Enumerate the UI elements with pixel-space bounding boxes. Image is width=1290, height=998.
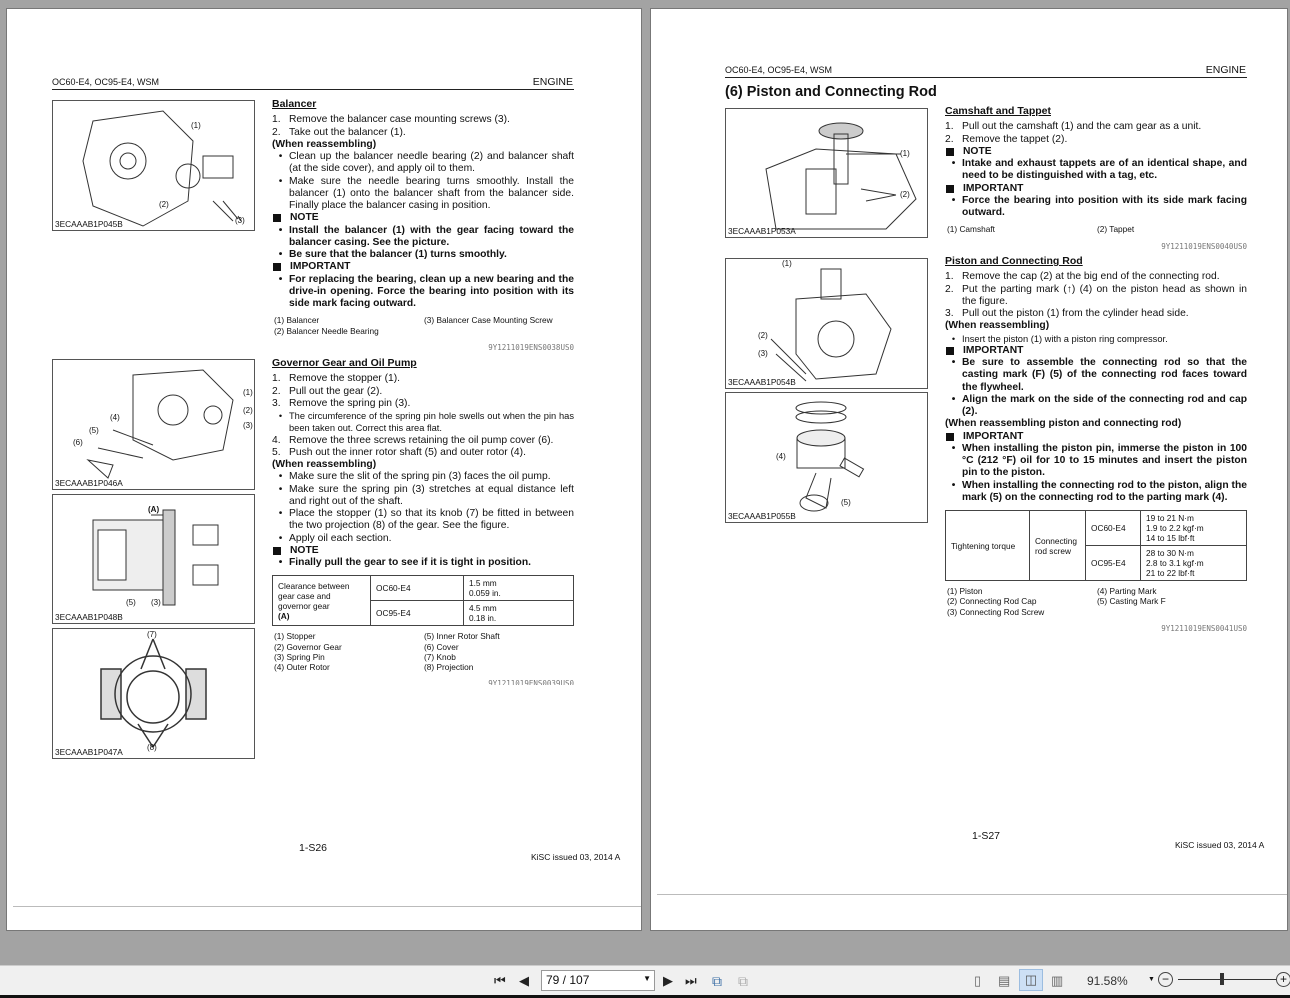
text: Align the mark on the side of the connecting rod and cap (2).	[962, 393, 1247, 417]
text: The circumference of the spring pin hole swells out when the pin has been taken out. Correct this area flat.	[289, 411, 574, 434]
text: (2) Governor Gear	[274, 641, 342, 652]
header-rule	[52, 89, 574, 90]
section-piston	[945, 255, 1247, 635]
header-rule	[725, 77, 1247, 78]
section-title: Camshaft and Tappet	[945, 105, 1051, 117]
important: • Force the bearing into position with its side mark facing outward.	[951, 194, 1247, 218]
legend	[945, 224, 1247, 234]
callout: (3)	[151, 598, 161, 607]
zoom-level[interactable]: 91.58%	[1087, 974, 1128, 988]
section-title: Governor Gear and Oil Pump	[272, 357, 417, 369]
bullet: • Clean up the balancer needle bearing (2) and balancer shaft (at the side cover), and apply oil to them.	[278, 151, 574, 175]
text: 14 to 15 lbf·ft	[1146, 533, 1195, 543]
bullet: • Apply oil each section.	[272, 533, 574, 545]
pdf-page-left	[6, 8, 642, 931]
text: Intake and exhaust tappets are of an identical shape, and need to be distinguished with a tag, etc.	[962, 158, 1247, 182]
text: Put the parting mark (↑) (4) on the piston head as shown in the figure.	[962, 283, 1247, 307]
text: (4) Parting Mark	[1097, 586, 1157, 596]
note-label	[272, 545, 574, 557]
zoom-slider-thumb[interactable]	[1220, 973, 1224, 985]
figure-code: 3ECAAAB1P046A	[55, 478, 123, 488]
doc-code: 9Y1211019ENS0038US0	[488, 342, 574, 352]
pdf-page-right	[650, 8, 1288, 931]
figure-code: 3ECAAAB1P045B	[55, 219, 123, 229]
note-label	[272, 212, 574, 224]
text: Remove the three screws retaining the oil pump cover (6).	[289, 434, 554, 446]
text: (A)	[278, 610, 290, 621]
figure-connecting-rod	[725, 258, 928, 389]
zoom-slider[interactable]	[1178, 979, 1276, 980]
text: (6) Cover	[424, 641, 459, 652]
text: Make sure the needle bearing turns smoothly. Install the balancer (1) onto the balancer shaft from the balancer side. Finally place the balancer casing in position.	[289, 175, 574, 211]
callout: (7)	[147, 630, 157, 639]
bullet: • Place the stopper (1) so that its knob (7) be fitted in between the two projection (8) of the gear. See the figure.	[278, 508, 574, 532]
page-number: 1-S27	[972, 830, 1001, 842]
single-page-view-icon[interactable]: ▯	[974, 973, 982, 988]
text: Insert the piston (1) with a piston ring compressor.	[962, 333, 1168, 344]
figure-code: 3ECAAAB1P047A	[55, 747, 123, 757]
callout: (2)	[900, 190, 910, 199]
engine-block-illustration	[726, 259, 928, 389]
text: Apply oil each section.	[289, 532, 392, 544]
text: Remove the balancer case mounting screws (3).	[289, 114, 510, 126]
text: IMPORTANT	[290, 261, 351, 273]
text: Remove the stopper (1).	[289, 373, 401, 385]
when-reassembling: (When reassembling)	[945, 320, 1050, 332]
text: Clean up the balancer needle bearing (2) and balancer shaft (at the side cover), and apply oil to them.	[289, 151, 574, 175]
text: NOTE	[290, 212, 319, 224]
section-governor	[272, 357, 574, 685]
text: NOTE	[290, 544, 319, 556]
step: 1. Remove the balancer case mounting screws (3).	[272, 114, 574, 126]
text: Push out the inner rotor shaft (5) and outer rotor (4).	[289, 446, 526, 458]
callout: (5)	[126, 598, 136, 607]
step: 1. Remove the cap (2) at the big end of the connecting rod.	[945, 271, 1247, 283]
callout: (5)	[89, 426, 99, 435]
figure-code: 3ECAAAB1P053A	[728, 226, 796, 236]
next-page-icon[interactable]: ▶	[663, 973, 673, 988]
important: • Align the mark on the side of the connecting rod and cap (2).	[951, 393, 1247, 417]
important: • Be sure to assemble the connecting rod so that the casting mark (F) (5) of the connecting rod faces toward the flywheel.	[951, 357, 1247, 393]
text: Place the stopper (1) so that its knob (7) be fitted in between the two projection (8) of the gear. See the figure.	[289, 508, 574, 532]
text: (5) Casting Mark F	[1097, 596, 1166, 607]
text	[422, 326, 572, 336]
text: Be sure to assemble the connecting rod so that the casting mark (F) (5) of the connecting rod faces toward the flywheel.	[962, 357, 1247, 393]
issued-text: KiSC issued 03, 2014 A	[1175, 840, 1265, 850]
text: (4) Outer Rotor	[274, 662, 330, 673]
zoom-in-icon[interactable]: +	[1276, 972, 1290, 987]
text: Make sure the spring pin (3) stretches at equal distance left and right out of the shaft.	[289, 483, 574, 507]
step: 2. Take out the balancer (1).	[272, 127, 574, 139]
callout: (1)	[782, 259, 792, 268]
text: (7) Knob	[424, 651, 456, 662]
oil-pump-illustration	[53, 360, 255, 490]
continuous-view-icon[interactable]: ▤	[998, 973, 1011, 988]
figure-balancer	[52, 100, 255, 231]
text: (2) Connecting Rod Cap	[947, 596, 1037, 607]
text: IMPORTANT	[963, 430, 1024, 442]
text: Clearance between gear case and governor gear	[278, 580, 350, 611]
text: Tightening torque	[946, 511, 1030, 581]
figure-governor	[52, 359, 255, 490]
callout: (5)	[841, 498, 851, 507]
clearance-table	[272, 575, 574, 626]
text: OC60-E4	[371, 576, 464, 601]
note: • Finally pull the gear to see if it is tight in position.	[272, 557, 574, 569]
section-title: Balancer	[272, 98, 317, 110]
important-label	[272, 261, 574, 273]
callout: (2)	[243, 406, 253, 415]
step: 2. Remove the tappet (2).	[945, 134, 1247, 146]
step: 2. Pull out the gear (2).	[272, 386, 574, 398]
text: When installing the connecting rod to the piston, align the mark (5) on the connecting rod to the parting mark (4).	[962, 479, 1247, 503]
callout: (3)	[235, 216, 245, 225]
text: Make sure the slit of the spring pin (3) faces the oil pump.	[289, 471, 551, 483]
callout: (1)	[900, 149, 910, 158]
header-section: ENGINE	[532, 76, 573, 88]
callout: (4)	[110, 413, 120, 422]
text: Pull out the camshaft (1) and the cam gear as a unit.	[962, 121, 1202, 133]
legend	[945, 586, 1247, 617]
header-model: OC60-E4, OC95-E4, WSM	[725, 65, 833, 75]
figure-stopper	[52, 628, 255, 759]
when-reassembling: (When reassembling)	[272, 138, 377, 150]
text: (1) Stopper	[274, 631, 316, 642]
when-reassembling: (When reassembling)	[272, 459, 377, 470]
figure-piston	[725, 392, 928, 523]
step: 3. Remove the spring pin (3).	[272, 398, 574, 410]
page-edge	[13, 906, 641, 907]
text: Remove the cap (2) at the big end of the connecting rod.	[962, 271, 1220, 283]
important-label	[945, 431, 1247, 443]
text: Install the balancer (1) with the gear facing toward the balancer casing. See the picture.	[289, 224, 574, 248]
important-label	[945, 183, 1247, 195]
callout: (3)	[243, 421, 253, 430]
callout: (4)	[776, 452, 786, 461]
text: 28 to 30 N·m	[1146, 548, 1194, 558]
text: OC60-E4	[1086, 511, 1141, 546]
text: (2) Balancer Needle Bearing	[274, 325, 379, 336]
text: 19 to 21 N·m	[1146, 513, 1194, 523]
step: 3. Pull out the piston (1) from the cylinder head side.	[945, 308, 1247, 320]
page-edge	[657, 894, 1287, 895]
section-balancer	[272, 98, 574, 354]
doc-code: 9Y1211019ENS0039US0	[488, 679, 574, 686]
text: Connecting rod screw	[1030, 511, 1086, 581]
text: IMPORTANT	[963, 182, 1024, 194]
text: OC95-E4	[371, 601, 464, 626]
torque-table	[945, 510, 1247, 581]
text: OC95-E4	[1086, 546, 1141, 581]
step: 4. Remove the three screws retaining the oil pump cover (6).	[272, 435, 574, 447]
first-page-icon[interactable]: ⏮	[494, 973, 506, 988]
text: (3) Balancer Case Mounting Screw	[424, 315, 553, 326]
balancer-illustration	[53, 101, 255, 231]
doc-code: 9Y1211019ENS0041US0	[1161, 623, 1247, 633]
text: (1) Balancer	[274, 315, 320, 326]
page-number-value[interactable]: 79 / 107	[546, 973, 590, 987]
callout: (1)	[243, 388, 253, 397]
text: Pull out the piston (1) from the cylinder head side.	[962, 308, 1189, 319]
note-label	[945, 146, 1247, 158]
note: • Be sure that the balancer (1) turns smoothly.	[272, 249, 574, 261]
text: 4.5 mm	[469, 603, 497, 614]
text: Be sure that the balancer (1) turns smoothly.	[289, 249, 507, 260]
zoom-out-icon[interactable]: −	[1158, 972, 1173, 987]
two-page-view-icon[interactable]: ◫	[1019, 969, 1043, 991]
dropdown-arrow-icon[interactable]: ▼	[643, 974, 651, 983]
callout: (3)	[758, 349, 768, 358]
header-section: ENGINE	[1205, 64, 1246, 76]
important: • When installing the piston pin, immerse the piston in 100 °C (212 °F) oil for 10 to 15 minutes and insert the piston pin to the piston.	[951, 442, 1247, 479]
callout: (8)	[147, 743, 157, 752]
piston-illustration	[726, 393, 928, 523]
step: 5. Push out the inner rotor shaft (5) and outer rotor (4).	[272, 447, 574, 459]
text: 1.5 mm	[469, 578, 497, 589]
text: Remove the tappet (2).	[962, 133, 1068, 145]
page-title: (6) Piston and Connecting Rod	[725, 84, 937, 100]
text: NOTE	[963, 145, 992, 157]
last-page-icon[interactable]: ⏭	[685, 973, 697, 988]
issued-text: KiSC issued 03, 2014 A	[531, 852, 621, 862]
step: 1. Remove the stopper (1).	[272, 373, 574, 385]
callout: (2)	[758, 331, 768, 340]
section-title: Piston and Connecting Rod	[945, 255, 1083, 267]
important: • When installing the connecting rod to the piston, align the mark (5) on the connecting rod to the parting mark (4).	[951, 479, 1247, 503]
text: 21 to 22 lbf·ft	[1146, 568, 1195, 578]
text: For replacing the bearing, clean up a new bearing and the drive-in opening. Force the bearing into position with its side mark facing outward.	[289, 273, 574, 309]
bullet: • Make sure the needle bearing turns smoothly. Install the balancer (1) onto the balancer shaft from the balancer side. Finally place the balancer casing in position.	[278, 175, 574, 211]
previous-view-icon[interactable]: ⧉	[712, 973, 722, 989]
two-page-continuous-view-icon[interactable]: ▥	[1051, 973, 1064, 988]
text: (3) Spring Pin	[274, 651, 325, 662]
important-label	[945, 345, 1247, 357]
text	[1095, 607, 1245, 617]
figure-code: 3ECAAAB1P048B	[55, 612, 123, 622]
figure-clearance	[52, 494, 255, 624]
next-view-icon[interactable]: ⧉	[738, 973, 748, 989]
stopper-illustration	[53, 629, 255, 759]
callout: (1)	[191, 121, 201, 130]
zoom-dropdown-icon[interactable]: ▼	[1148, 976, 1155, 983]
text: 0.059 in.	[469, 588, 501, 599]
text: Take out the balancer (1).	[289, 126, 406, 138]
text: When installing the piston pin, immerse the piston in 100 °C (212 °F) oil for 10 to 15 minutes and insert the piston pin to the piston.	[962, 442, 1247, 479]
previous-page-icon[interactable]: ◀	[519, 973, 529, 988]
bottom-toolbar	[0, 965, 1290, 995]
legend	[272, 315, 574, 336]
bullet: • Make sure the spring pin (3) stretches at equal distance left and right out of the shaft.	[278, 483, 574, 507]
text: (1) Camshaft	[947, 224, 995, 235]
text: Force the bearing into position with its side mark facing outward.	[962, 194, 1247, 218]
text: 0.18 in.	[469, 613, 497, 624]
note: • Intake and exhaust tappets are of an identical shape, and need to be distinguished with a tag, etc.	[951, 158, 1247, 182]
text: (5) Inner Rotor Shaft	[424, 631, 500, 642]
text: Remove the spring pin (3).	[289, 397, 411, 409]
text: Pull out the gear (2).	[289, 385, 383, 397]
figure-camshaft	[725, 108, 928, 238]
text: 1.9 to 2.2 kgf·m	[1146, 523, 1204, 533]
callout: (6)	[73, 438, 83, 447]
bullet: • The circumference of the spring pin hole swells out when the pin has been taken out. Correct this area flat.	[278, 411, 574, 434]
text: Finally pull the gear to see if it is tight in position.	[289, 557, 531, 568]
text: (8) Projection	[424, 662, 474, 673]
header-model: OC60-E4, OC95-E4, WSM	[52, 77, 160, 87]
important: • For replacing the bearing, clean up a new bearing and the drive-in opening. Force the bearing into position with its side mark facing outward.	[278, 273, 574, 309]
figure-code: 3ECAAAB1P054B	[728, 377, 796, 387]
callout: (A)	[148, 505, 160, 514]
when-reassembling: (When reassembling piston and connecting rod)	[945, 418, 1182, 430]
text: (1) Piston	[947, 586, 983, 596]
page-number: 1-S26	[299, 842, 328, 854]
text: (2) Tappet	[1097, 224, 1135, 235]
text: IMPORTANT	[963, 344, 1024, 356]
bullet: • Insert the piston (1) with a piston ring compressor.	[945, 333, 1247, 345]
text: 2.8 to 3.1 kgf·m	[1146, 558, 1204, 568]
note: • Install the balancer (1) with the gear facing toward the balancer casing. See the picture.	[278, 224, 574, 248]
camshaft-illustration	[726, 109, 928, 238]
section-camshaft	[945, 105, 1247, 253]
figure-code: 3ECAAAB1P055B	[728, 511, 796, 521]
text: (3) Connecting Rod Screw	[947, 606, 1045, 617]
page-number-input[interactable]	[541, 970, 655, 991]
bullet: • Make sure the slit of the spring pin (3) faces the oil pump.	[272, 471, 574, 483]
step: 2. Put the parting mark (↑) (4) on the piston head as shown in the figure.	[945, 283, 1247, 307]
step: 1. Pull out the camshaft (1) and the cam gear as a unit.	[945, 121, 1247, 133]
doc-code: 9Y1211019ENS0040US0	[1161, 241, 1247, 251]
legend	[272, 631, 574, 672]
callout: (2)	[159, 200, 169, 209]
